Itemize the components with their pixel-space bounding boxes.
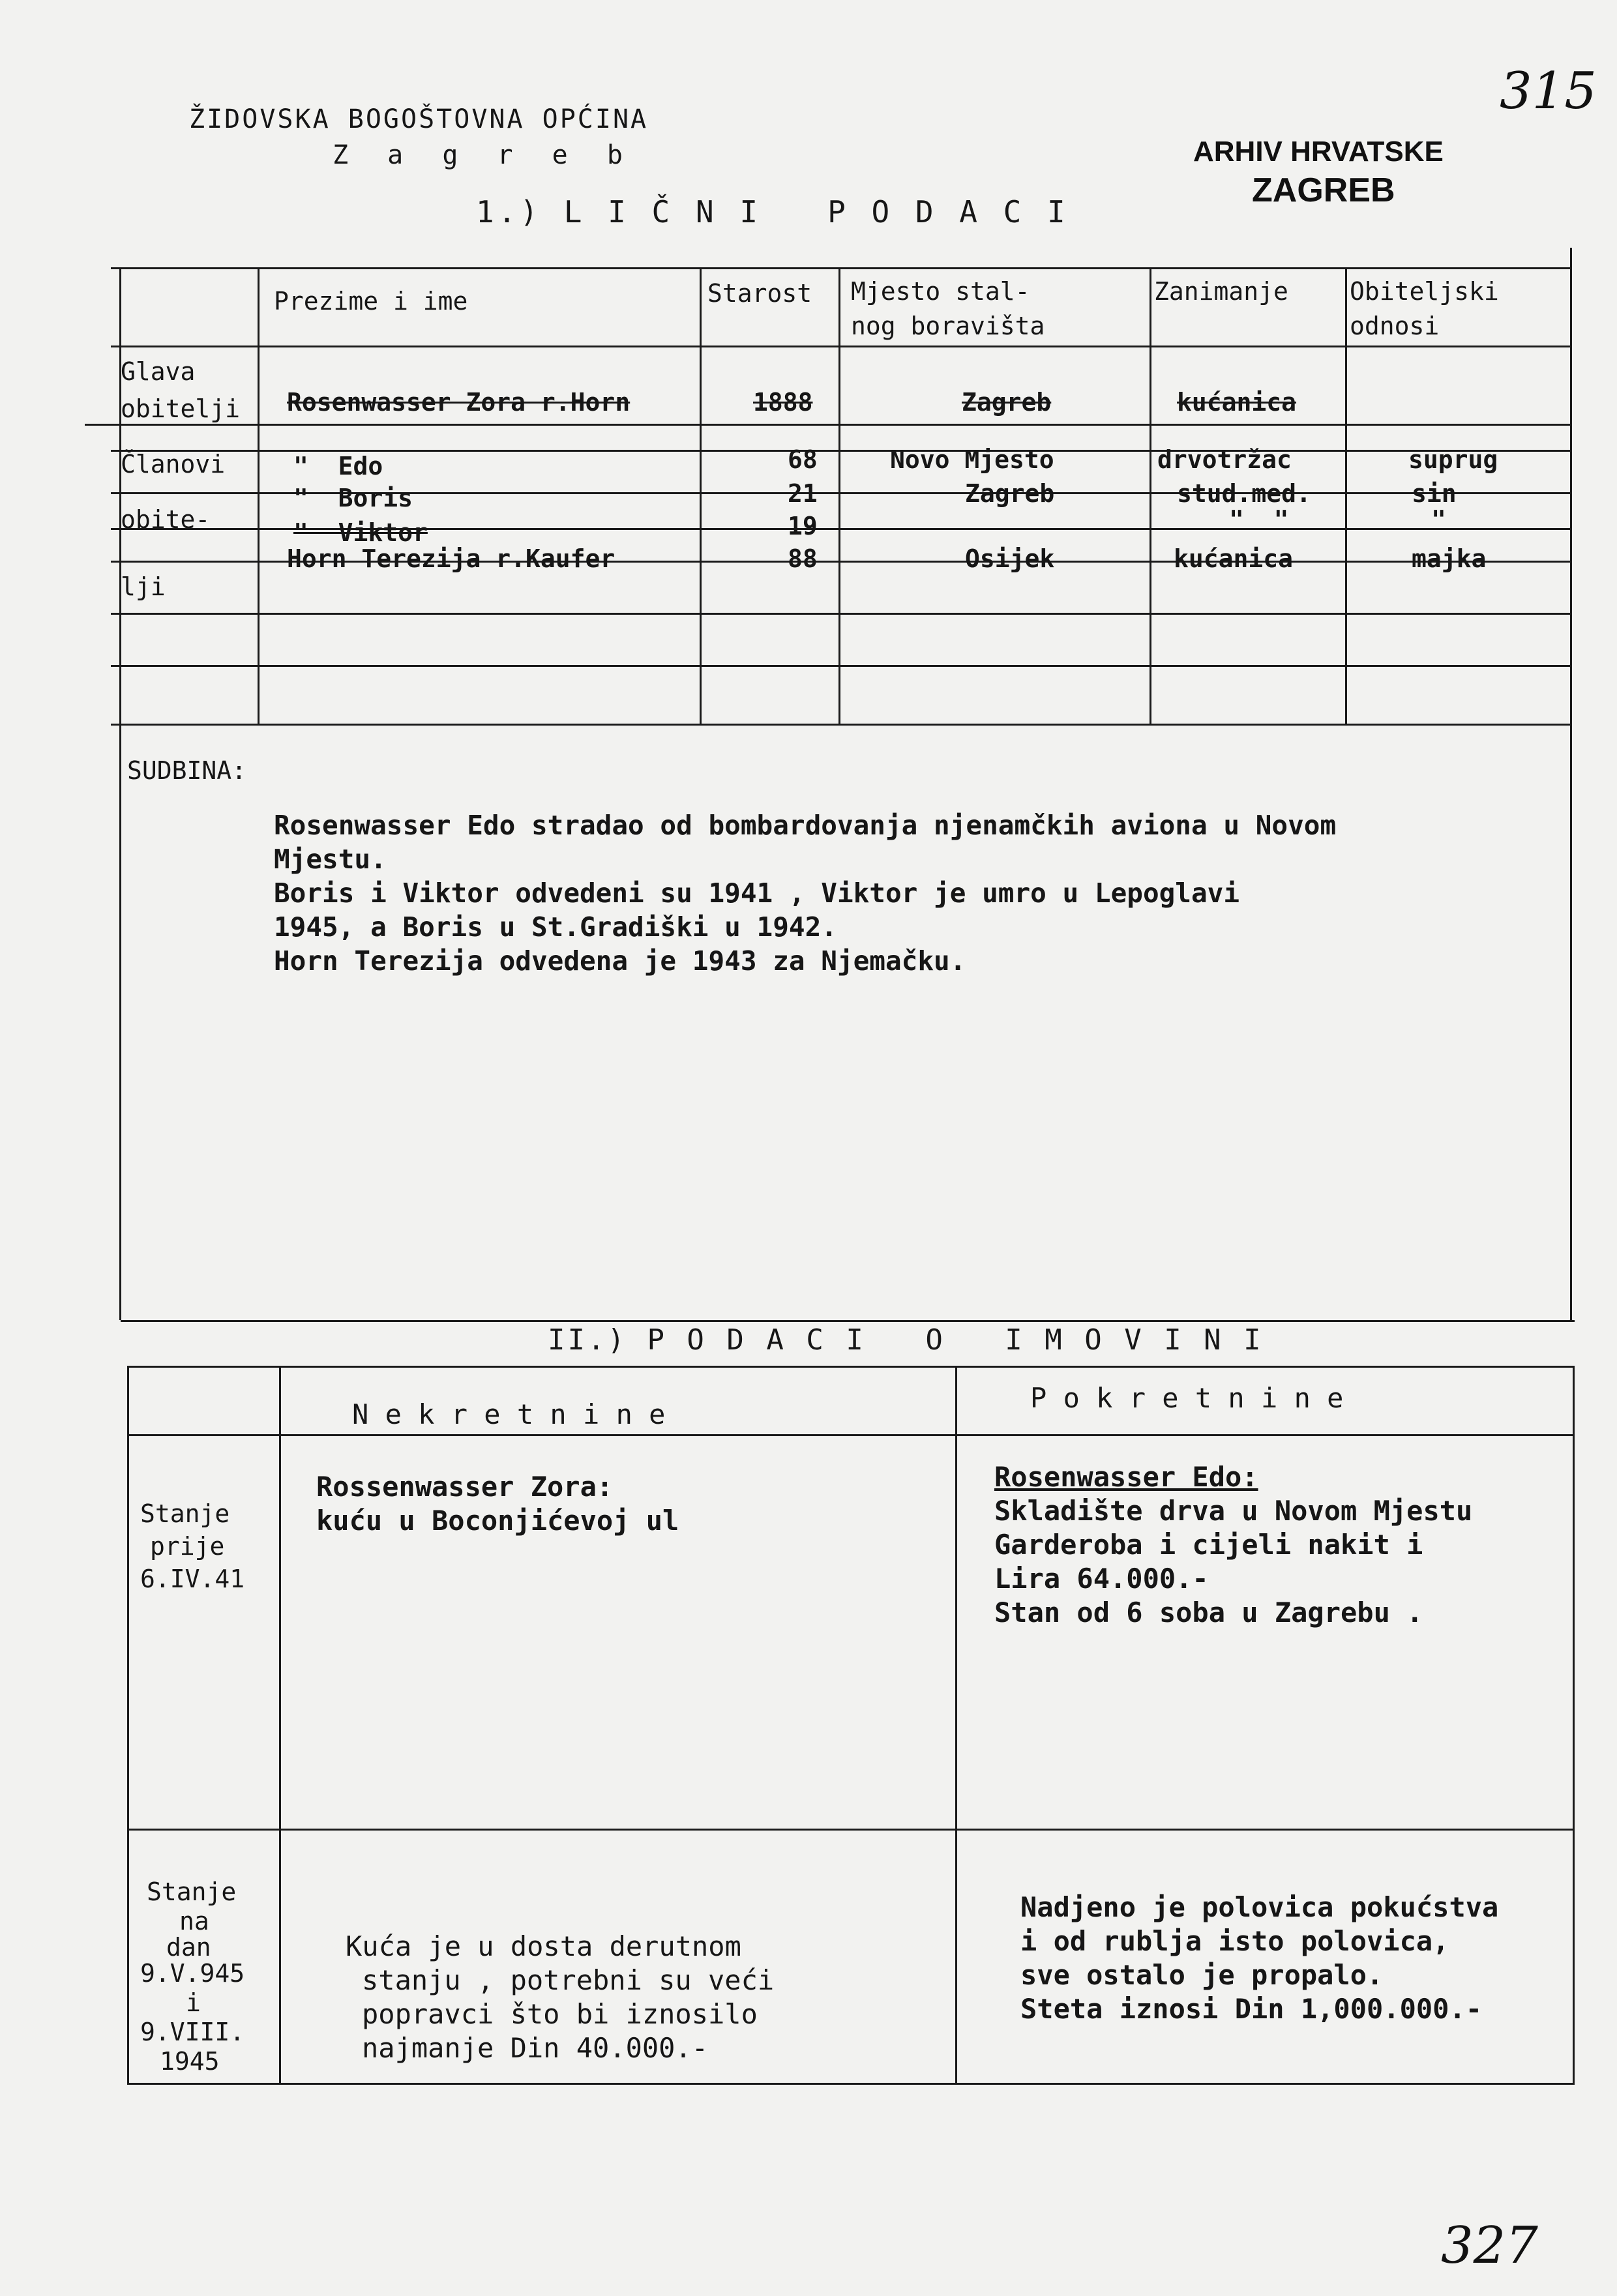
col-relation-header-l1: Obiteljski <box>1350 277 1499 306</box>
row2-movable-l1: Nadjeno je polovica pokućstva <box>1020 1891 1499 1923</box>
section1-title: 1.) L I Č N I P O D A C I <box>476 194 1069 229</box>
col-name-header: Prezime i ime <box>274 287 468 316</box>
row1-label-l3: 6.IV.41 <box>140 1565 245 1593</box>
row2-movable-l4: Steta iznosi Din 1,000.000.- <box>1020 1993 1483 2025</box>
row2-real-l1: Kuća je u dosta derutnom <box>346 1930 741 1962</box>
row1-movable-l5: Stan od 6 soba u Zagrebu . <box>994 1597 1423 1628</box>
head-age: 1888 <box>753 388 813 417</box>
row1-movable-l3: Garderoba i cijeli nakit i <box>994 1529 1423 1561</box>
row-label-members-l3: lji <box>121 572 166 601</box>
member-3-relation: " <box>1431 505 1446 534</box>
col-residence-header-l2: nog boravišta <box>851 312 1045 340</box>
col-relation-header-l2: odnosi <box>1350 312 1440 340</box>
row2-movable-l2: i od rublja isto polovica, <box>1020 1925 1449 1957</box>
row2-real-l3: popravci što bi iznosilo <box>362 1998 758 2030</box>
organization-city: Z a g r e b <box>333 140 634 170</box>
row2-label-l2: na <box>179 1907 209 1935</box>
archive-stamp-line2: ZAGREB <box>1252 171 1395 209</box>
member-1-relation: suprug <box>1408 445 1498 474</box>
fate-line-2: Mjestu. <box>274 844 387 875</box>
member-1-residence: Novo Mjesto <box>890 445 1054 474</box>
row2-real-l2: stanju , potrebni su veći <box>362 1964 775 1996</box>
member-2-residence: Zagreb <box>965 479 1055 508</box>
row2-label-l7: 1945 <box>160 2047 220 2076</box>
member-2-age: 21 <box>788 479 818 508</box>
member-4-relation: majka <box>1412 544 1487 573</box>
page-number-bottom: 327 <box>1441 2216 1538 2275</box>
member-3-occupation: " " <box>1229 505 1289 534</box>
row1-movable-l2: Skladište drva u Novom Mjestu <box>994 1495 1473 1527</box>
member-4-name: Horn Terezija r.Kaufer <box>287 544 616 573</box>
head-residence: Zagreb <box>962 388 1052 417</box>
row1-real-l1: Rossenwasser Zora: <box>316 1471 614 1503</box>
row2-label-l4: 9.V.945 <box>140 1959 245 1988</box>
row2-label-l3: dan <box>166 1933 211 1962</box>
member-1-name: " Edo <box>293 452 383 480</box>
head-name: Rosenwasser Zora r.Horn <box>287 388 630 417</box>
col-movables-header: P o k r e t n i n e <box>1030 1382 1344 1414</box>
row2-label-l1: Stanje <box>147 1877 237 1906</box>
row1-real-l2: kuću u Boconjićevoj ul <box>316 1505 679 1537</box>
member-1-age: 68 <box>788 445 818 474</box>
row1-movable-l4: Lira 64.000.- <box>994 1563 1209 1595</box>
row-label-head-l1: Glava <box>121 357 196 386</box>
archive-stamp-line1: ARHIV HRVATSKE <box>1193 136 1444 168</box>
member-3-age: 19 <box>788 512 818 540</box>
member-2-occupation: stud.med. <box>1177 479 1311 508</box>
row2-movable-l3: sve ostalo je propalo. <box>1020 1959 1384 1991</box>
col-residence-header-l1: Mjesto stal- <box>851 277 1030 306</box>
row2-real-l4: najmanje Din 40.000.- <box>362 2032 709 2064</box>
head-occupation: kućanica <box>1177 388 1297 417</box>
row2-label-l6: 9.VIII. <box>140 2018 245 2046</box>
row2-label-l5: i <box>186 1988 201 2017</box>
member-1-occupation: drvotržac <box>1157 445 1292 474</box>
col-real-estate-header: N e k r e t n i n e <box>352 1398 666 1430</box>
page-number-top: 315 <box>1500 62 1597 121</box>
fate-label: SUDBINA: <box>127 756 247 785</box>
col-age-header: Starost <box>707 279 812 308</box>
row1-label-l1: Stanje <box>140 1499 230 1528</box>
fate-line-3: Boris i Viktor odvedeni su 1941 , Viktor je umro u Lepoglavi <box>274 877 1240 909</box>
section2-title: II.) P O D A C I O I M O V I N I <box>548 1323 1264 1357</box>
organization-name: ŽIDOVSKA BOGOŠTOVNA OPĆINA <box>189 104 649 134</box>
row-label-head-l2: obitelji <box>121 394 241 423</box>
member-2-name: " Boris <box>293 484 413 512</box>
member-4-occupation: kućanica <box>1174 544 1294 573</box>
member-4-residence: Osijek <box>965 544 1055 573</box>
fate-line-5: Horn Terezija odvedena je 1943 za Njemačku. <box>274 945 966 977</box>
row-label-members-l1: Članovi <box>121 450 226 478</box>
member-3-name: " Viktor <box>293 518 428 547</box>
member-2-relation: sin <box>1412 479 1457 508</box>
member-4-age: 88 <box>788 544 818 573</box>
col-occupation-header: Zanimanje <box>1154 277 1288 306</box>
row1-movable-l1: Rosenwasser Edo: <box>994 1461 1258 1493</box>
fate-line-4: 1945, a Boris u St.Gradiški u 1942. <box>274 911 837 943</box>
fate-line-1: Rosenwasser Edo stradao od bombardovanja njenamčkih aviona u Novom <box>274 810 1337 841</box>
row-label-members-l2: obite- <box>121 505 211 534</box>
row1-label-l2: prije <box>150 1532 225 1561</box>
